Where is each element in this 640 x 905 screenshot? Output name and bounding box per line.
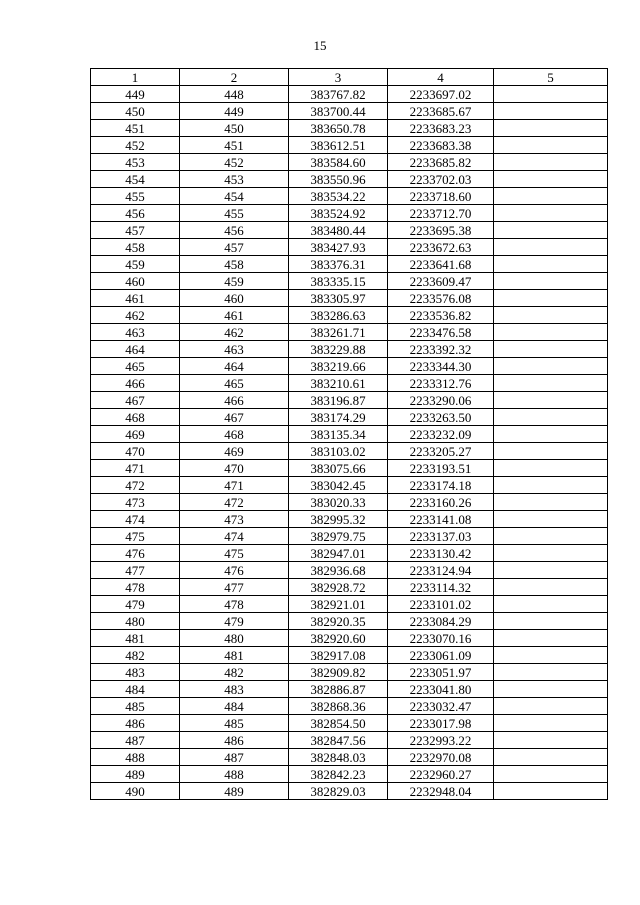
table-cell-col-3: 383261.71 (289, 324, 388, 341)
table-cell-col-3: 383550.96 (289, 171, 388, 188)
table-cell-col-1: 473 (91, 494, 180, 511)
table-cell-col-3: 383524.92 (289, 205, 388, 222)
table-cell-col-2: 479 (180, 613, 289, 630)
table-cell-col-2: 488 (180, 766, 289, 783)
table-cell-col-2: 481 (180, 647, 289, 664)
table-cell-col-3: 383219.66 (289, 358, 388, 375)
table-cell-col-4: 2233101.02 (388, 596, 494, 613)
table-cell-col-5 (494, 273, 608, 290)
column-header: 2 (180, 69, 289, 86)
table-row (91, 477, 608, 494)
table-row (91, 664, 608, 681)
table-cell-col-5 (494, 596, 608, 613)
table-cell-col-2: 464 (180, 358, 289, 375)
table-cell-col-2: 465 (180, 375, 289, 392)
table-cell-col-5 (494, 171, 608, 188)
table-cell-col-3: 382829.03 (289, 783, 388, 800)
table-row (91, 137, 608, 154)
table-row (91, 358, 608, 375)
table-cell-col-1: 490 (91, 783, 180, 800)
table-cell-col-4: 2233476.58 (388, 324, 494, 341)
table-cell-col-3: 382842.23 (289, 766, 388, 783)
table-cell-col-3: 382917.08 (289, 647, 388, 664)
table-cell-col-5 (494, 664, 608, 681)
table-cell-col-1: 471 (91, 460, 180, 477)
table-row (91, 239, 608, 256)
table-cell-col-5 (494, 205, 608, 222)
table-cell-col-3: 383135.34 (289, 426, 388, 443)
table-row (91, 171, 608, 188)
table-row (91, 545, 608, 562)
table-cell-col-5 (494, 613, 608, 630)
table-cell-col-3: 382921.01 (289, 596, 388, 613)
table-row (91, 324, 608, 341)
table-cell-col-2: 455 (180, 205, 289, 222)
table-cell-col-3: 383427.93 (289, 239, 388, 256)
table-cell-col-2: 477 (180, 579, 289, 596)
table-cell-col-5 (494, 443, 608, 460)
table-cell-col-3: 383075.66 (289, 460, 388, 477)
table-cell-col-5 (494, 579, 608, 596)
table-cell-col-2: 478 (180, 596, 289, 613)
table-cell-col-5 (494, 324, 608, 341)
table-cell-col-2: 473 (180, 511, 289, 528)
table-row (91, 222, 608, 239)
table-cell-col-5 (494, 528, 608, 545)
table-cell-col-1: 463 (91, 324, 180, 341)
table-cell-col-3: 383700.44 (289, 103, 388, 120)
table-cell-col-5 (494, 86, 608, 103)
table-cell-col-4: 2233312.76 (388, 375, 494, 392)
table-cell-col-4: 2233683.23 (388, 120, 494, 137)
table-cell-col-4: 2233718.60 (388, 188, 494, 205)
table-cell-col-3: 383767.82 (289, 86, 388, 103)
table-cell-col-2: 474 (180, 528, 289, 545)
table-cell-col-3: 382995.32 (289, 511, 388, 528)
table-cell-col-4: 2233697.02 (388, 86, 494, 103)
table-cell-col-2: 468 (180, 426, 289, 443)
table-cell-col-5 (494, 392, 608, 409)
table-cell-col-4: 2233672.63 (388, 239, 494, 256)
coordinates-table (90, 68, 608, 800)
table-cell-col-2: 454 (180, 188, 289, 205)
table-cell-col-3: 382928.72 (289, 579, 388, 596)
table-cell-col-4: 2233263.50 (388, 409, 494, 426)
table-cell-col-2: 469 (180, 443, 289, 460)
table-cell-col-1: 478 (91, 579, 180, 596)
table-cell-col-2: 482 (180, 664, 289, 681)
table-cell-col-2: 476 (180, 562, 289, 579)
table-cell-col-2: 450 (180, 120, 289, 137)
table-cell-col-4: 2233702.03 (388, 171, 494, 188)
table-cell-col-4: 2233193.51 (388, 460, 494, 477)
table-cell-col-4: 2232970.08 (388, 749, 494, 766)
table-row (91, 409, 608, 426)
table-row (91, 341, 608, 358)
column-header: 3 (289, 69, 388, 86)
table-cell-col-3: 382868.36 (289, 698, 388, 715)
table-cell-col-3: 383286.63 (289, 307, 388, 324)
table-cell-col-4: 2233290.06 (388, 392, 494, 409)
table-cell-col-3: 383305.97 (289, 290, 388, 307)
table-cell-col-3: 382847.56 (289, 732, 388, 749)
table-cell-col-1: 461 (91, 290, 180, 307)
table-cell-col-4: 2233174.18 (388, 477, 494, 494)
table-row (91, 511, 608, 528)
table-cell-col-3: 382979.75 (289, 528, 388, 545)
table-cell-col-4: 2233712.70 (388, 205, 494, 222)
table-cell-col-3: 382848.03 (289, 749, 388, 766)
table-cell-col-2: 453 (180, 171, 289, 188)
table-cell-col-5 (494, 460, 608, 477)
table-row (91, 494, 608, 511)
table-cell-col-1: 481 (91, 630, 180, 647)
table-row (91, 715, 608, 732)
table-cell-col-2: 480 (180, 630, 289, 647)
table-row (91, 426, 608, 443)
table-cell-col-1: 451 (91, 120, 180, 137)
table-cell-col-4: 2233392.32 (388, 341, 494, 358)
table-cell-col-2: 467 (180, 409, 289, 426)
table-row (91, 392, 608, 409)
table-row (91, 273, 608, 290)
table-cell-col-5 (494, 783, 608, 800)
table-row (91, 647, 608, 664)
table-cell-col-3: 383335.15 (289, 273, 388, 290)
table-cell-col-5 (494, 630, 608, 647)
table-cell-col-3: 382886.87 (289, 681, 388, 698)
table-cell-col-4: 2233017.98 (388, 715, 494, 732)
table-cell-col-2: 462 (180, 324, 289, 341)
table-cell-col-2: 452 (180, 154, 289, 171)
table-cell-col-4: 2233051.97 (388, 664, 494, 681)
table-cell-col-1: 480 (91, 613, 180, 630)
table-cell-col-4: 2233160.26 (388, 494, 494, 511)
table-cell-col-1: 465 (91, 358, 180, 375)
table-cell-col-2: 471 (180, 477, 289, 494)
table-row (91, 766, 608, 783)
table-cell-col-2: 448 (180, 86, 289, 103)
table-cell-col-1: 449 (91, 86, 180, 103)
table-cell-col-1: 467 (91, 392, 180, 409)
table-cell-col-4: 2233205.27 (388, 443, 494, 460)
page-number: 15 (313, 38, 327, 53)
table-cell-col-3: 383020.33 (289, 494, 388, 511)
table-cell-col-4: 2233609.47 (388, 273, 494, 290)
table-cell-col-4: 2233232.09 (388, 426, 494, 443)
table-cell-col-1: 488 (91, 749, 180, 766)
table-row (91, 528, 608, 545)
table-row (91, 698, 608, 715)
table-cell-col-2: 466 (180, 392, 289, 409)
table-row (91, 154, 608, 171)
table-cell-col-4: 2233041.80 (388, 681, 494, 698)
table-cell-col-3: 383174.29 (289, 409, 388, 426)
table-row (91, 103, 608, 120)
table-cell-col-2: 486 (180, 732, 289, 749)
table-row (91, 732, 608, 749)
table-cell-col-1: 472 (91, 477, 180, 494)
table-cell-col-5 (494, 120, 608, 137)
table-cell-col-3: 383376.31 (289, 256, 388, 273)
table-cell-col-3: 383584.60 (289, 154, 388, 171)
table-cell-col-3: 383650.78 (289, 120, 388, 137)
table-cell-col-1: 487 (91, 732, 180, 749)
table-cell-col-5 (494, 494, 608, 511)
table-cell-col-5 (494, 732, 608, 749)
table-cell-col-4: 2233124.94 (388, 562, 494, 579)
table-cell-col-1: 457 (91, 222, 180, 239)
table-cell-col-3: 382920.60 (289, 630, 388, 647)
table-row (91, 749, 608, 766)
table-cell-col-1: 450 (91, 103, 180, 120)
table-cell-col-5 (494, 511, 608, 528)
table-row (91, 307, 608, 324)
table-cell-col-5 (494, 647, 608, 664)
header-row (91, 69, 608, 86)
table-cell-col-1: 479 (91, 596, 180, 613)
table-cell-col-3: 382920.35 (289, 613, 388, 630)
table-cell-col-4: 2233084.29 (388, 613, 494, 630)
table-cell-col-2: 459 (180, 273, 289, 290)
table-cell-col-2: 475 (180, 545, 289, 562)
table-cell-col-1: 459 (91, 256, 180, 273)
table-cell-col-5 (494, 749, 608, 766)
table-cell-col-5 (494, 681, 608, 698)
table-cell-col-2: 460 (180, 290, 289, 307)
table-row (91, 443, 608, 460)
table-cell-col-1: 469 (91, 426, 180, 443)
table-row (91, 630, 608, 647)
table-row (91, 596, 608, 613)
table-cell-col-5 (494, 188, 608, 205)
table-cell-col-5 (494, 307, 608, 324)
table-cell-col-3: 383042.45 (289, 477, 388, 494)
table-cell-col-5 (494, 766, 608, 783)
table-row (91, 579, 608, 596)
table-cell-col-4: 2233536.82 (388, 307, 494, 324)
table-cell-col-5 (494, 358, 608, 375)
table-cell-col-5 (494, 290, 608, 307)
table-cell-col-3: 382909.82 (289, 664, 388, 681)
table-cell-col-4: 2233344.30 (388, 358, 494, 375)
table-row (91, 290, 608, 307)
table-row (91, 460, 608, 477)
table-cell-col-3: 382947.01 (289, 545, 388, 562)
table-cell-col-4: 2233685.67 (388, 103, 494, 120)
table-cell-col-1: 477 (91, 562, 180, 579)
table-cell-col-4: 2233061.09 (388, 647, 494, 664)
table-cell-col-3: 382854.50 (289, 715, 388, 732)
table-cell-col-4: 2233683.38 (388, 137, 494, 154)
table-cell-col-1: 476 (91, 545, 180, 562)
table-cell-col-3: 383196.87 (289, 392, 388, 409)
table-cell-col-5 (494, 477, 608, 494)
table-row (91, 613, 608, 630)
table-cell-col-2: 472 (180, 494, 289, 511)
table-row (91, 783, 608, 800)
table-cell-col-2: 470 (180, 460, 289, 477)
table-cell-col-3: 382936.68 (289, 562, 388, 579)
table-cell-col-4: 2232993.22 (388, 732, 494, 749)
table-cell-col-1: 458 (91, 239, 180, 256)
table-row (91, 256, 608, 273)
column-header: 4 (388, 69, 494, 86)
table-row (91, 205, 608, 222)
table-cell-col-4: 2233114.32 (388, 579, 494, 596)
table-cell-col-2: 489 (180, 783, 289, 800)
table-cell-col-5 (494, 562, 608, 579)
table-row (91, 681, 608, 698)
column-header: 5 (494, 69, 608, 86)
table-cell-col-2: 485 (180, 715, 289, 732)
table-cell-col-1: 482 (91, 647, 180, 664)
table-cell-col-3: 383103.02 (289, 443, 388, 460)
table-cell-col-3: 383480.44 (289, 222, 388, 239)
table-cell-col-2: 483 (180, 681, 289, 698)
table-cell-col-2: 451 (180, 137, 289, 154)
table-cell-col-1: 455 (91, 188, 180, 205)
table-cell-col-3: 383210.61 (289, 375, 388, 392)
table-cell-col-1: 489 (91, 766, 180, 783)
table-cell-col-1: 474 (91, 511, 180, 528)
table-cell-col-4: 2233576.08 (388, 290, 494, 307)
table-cell-col-1: 466 (91, 375, 180, 392)
table-cell-col-5 (494, 137, 608, 154)
table-row (91, 562, 608, 579)
table-cell-col-1: 464 (91, 341, 180, 358)
table-cell-col-1: 460 (91, 273, 180, 290)
table-row (91, 120, 608, 137)
table-cell-col-3: 383229.88 (289, 341, 388, 358)
table-cell-col-5 (494, 222, 608, 239)
column-header: 1 (91, 69, 180, 86)
table-cell-col-5 (494, 426, 608, 443)
table-cell-col-1: 453 (91, 154, 180, 171)
table-cell-col-5 (494, 103, 608, 120)
table-cell-col-4: 2233641.68 (388, 256, 494, 273)
table-cell-col-1: 456 (91, 205, 180, 222)
table-cell-col-2: 487 (180, 749, 289, 766)
table-row (91, 188, 608, 205)
table-cell-col-4: 2233032.47 (388, 698, 494, 715)
table-cell-col-5 (494, 256, 608, 273)
table-cell-col-1: 484 (91, 681, 180, 698)
table-cell-col-3: 383534.22 (289, 188, 388, 205)
table-cell-col-2: 484 (180, 698, 289, 715)
table-cell-col-4: 2233137.03 (388, 528, 494, 545)
table-cell-col-4: 2233695.38 (388, 222, 494, 239)
table-cell-col-1: 454 (91, 171, 180, 188)
table-row (91, 375, 608, 392)
table-cell-col-1: 486 (91, 715, 180, 732)
table-cell-col-2: 456 (180, 222, 289, 239)
table-cell-col-1: 452 (91, 137, 180, 154)
table-cell-col-2: 449 (180, 103, 289, 120)
table-row (91, 86, 608, 103)
table-cell-col-4: 2233130.42 (388, 545, 494, 562)
table-cell-col-2: 457 (180, 239, 289, 256)
table-cell-col-5 (494, 375, 608, 392)
table-cell-col-2: 458 (180, 256, 289, 273)
table-cell-col-1: 462 (91, 307, 180, 324)
table-cell-col-1: 468 (91, 409, 180, 426)
table-cell-col-1: 485 (91, 698, 180, 715)
table-cell-col-5 (494, 698, 608, 715)
table-cell-col-5 (494, 715, 608, 732)
table-cell-col-5 (494, 154, 608, 171)
table-cell-col-4: 2232960.27 (388, 766, 494, 783)
table-cell-col-5 (494, 239, 608, 256)
table-cell-col-5 (494, 409, 608, 426)
table-cell-col-1: 470 (91, 443, 180, 460)
table-cell-col-3: 383612.51 (289, 137, 388, 154)
table-cell-col-5 (494, 341, 608, 358)
table-cell-col-4: 2233070.16 (388, 630, 494, 647)
table-cell-col-2: 461 (180, 307, 289, 324)
table-cell-col-4: 2233141.08 (388, 511, 494, 528)
table-cell-col-5 (494, 545, 608, 562)
table-cell-col-4: 2233685.82 (388, 154, 494, 171)
table-cell-col-1: 483 (91, 664, 180, 681)
table-cell-col-1: 475 (91, 528, 180, 545)
table-cell-col-2: 463 (180, 341, 289, 358)
table-cell-col-4: 2232948.04 (388, 783, 494, 800)
